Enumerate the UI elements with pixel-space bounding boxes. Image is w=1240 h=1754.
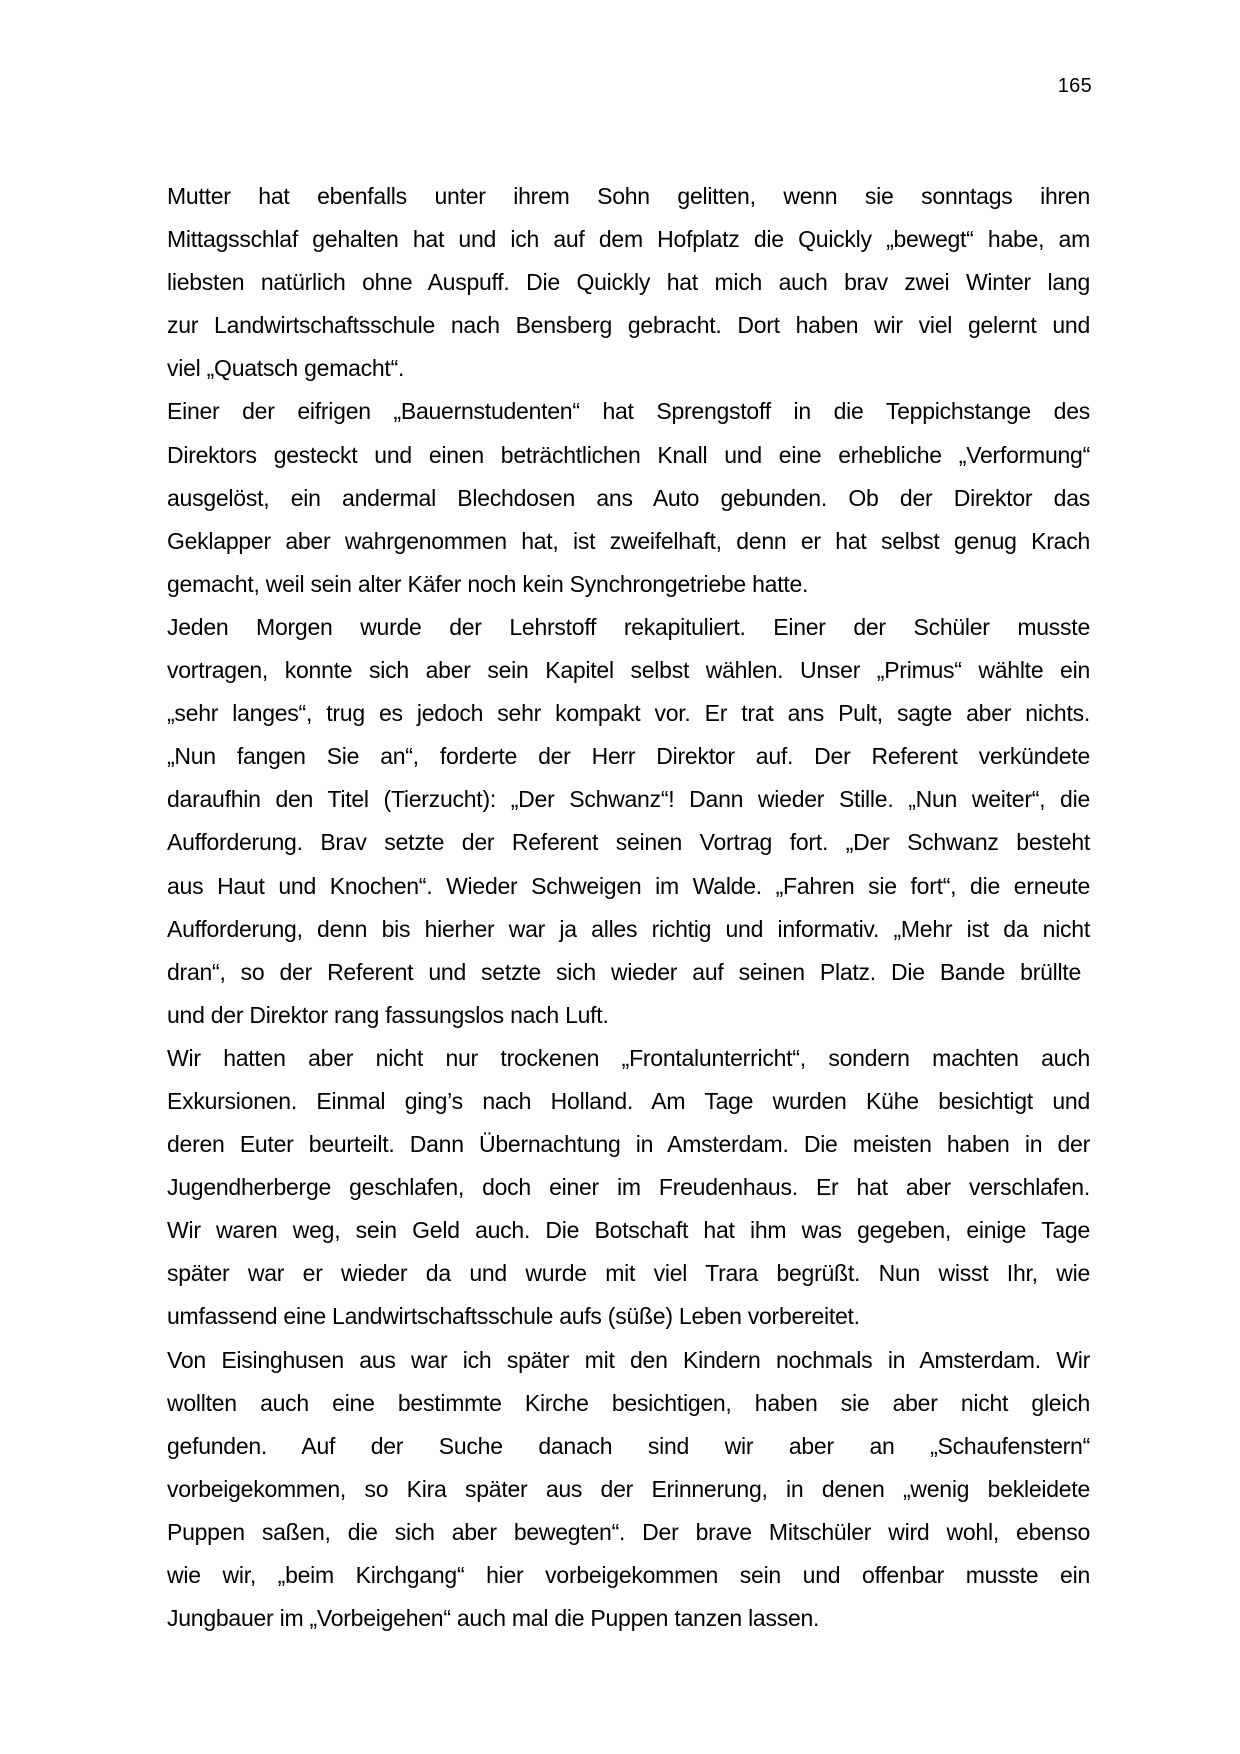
body-text: [167, 175, 1090, 1640]
text-line: Jungbauer im „Vorbeigehen“ auch mal die Puppen tanzen lassen.: [167, 1605, 820, 1632]
text-line: Direktors gesteckt und einen beträchtlichen Knall und eine erhebliche „Verformung“: [167, 441, 1090, 468]
text-line: Exkursionen. Einmal ging’s nach Holland. Am Tage wurden Kühe besichtigt und: [167, 1087, 1090, 1114]
text-line: Wir hatten aber nicht nur trockenen „Frontalunterricht“, sondern machten auch: [167, 1044, 1090, 1071]
paragraph-5: [167, 1339, 1090, 1641]
text-line: Geklapper aber wahrgenommen hat, ist zweifelhaft, denn er hat selbst genug Krach: [167, 527, 1090, 554]
text-line: Aufforderung, denn bis hierher war ja alles richtig und informativ. „Mehr ist da nicht: [167, 915, 1090, 942]
paragraph-2: [167, 390, 1090, 605]
text-line: deren Euter beurteilt. Dann Übernachtung in Amsterdam. Die meisten haben in der: [167, 1131, 1090, 1158]
text-line: wollten auch eine bestimmte Kirche besichtigen, haben sie aber nicht gleich: [167, 1389, 1090, 1416]
text-line: „sehr langes“, trug es jedoch sehr kompakt vor. Er trat ans Pult, sagte aber nichts.: [167, 700, 1090, 727]
paragraph-4: [167, 1037, 1090, 1339]
text-line: Puppen saßen, die sich aber bewegten“. Der brave Mitschüler wird wohl, ebenso: [167, 1518, 1090, 1545]
text-line: vortragen, konnte sich aber sein Kapitel selbst wählen. Unser „Primus“ wählte ein: [167, 657, 1090, 684]
paragraph-3: [167, 606, 1090, 1037]
text-line: dran“, so der Referent und setzte sich wieder auf seinen Platz. Die Bande brüllte: [167, 958, 1082, 985]
text-line: liebsten natürlich ohne Auspuff. Die Quickly hat mich auch brav zwei Winter lang: [167, 269, 1090, 296]
text-line: Aufforderung. Brav setzte der Referent seinen Vortrag fort. „Der Schwanz besteht: [167, 829, 1090, 856]
text-line: aus Haut und Knochen“. Wieder Schweigen im Walde. „Fahren sie fort“, die erneute: [167, 872, 1090, 899]
text-line: Jeden Morgen wurde der Lehrstoff rekapituliert. Einer der Schüler musste: [167, 613, 1090, 640]
text-line: Mutter hat ebenfalls unter ihrem Sohn gelitten, wenn sie sonntags ihren: [167, 183, 1090, 209]
text-line: vorbeigekommen, so Kira später aus der Erinnerung, in denen „wenig bekleidete: [167, 1475, 1090, 1502]
text-line: und der Direktor rang fassungslos nach Luft.: [167, 1001, 609, 1028]
text-line: später war er wieder da und wurde mit viel Trara begrüßt. Nun wisst Ihr, wie: [167, 1260, 1090, 1287]
text-line: Mittagsschlaf gehalten hat und ich auf dem Hofplatz die Quickly „bewegt“ habe, am: [167, 226, 1090, 253]
text-line: zur Landwirtschaftsschule nach Bensberg gebracht. Dort haben wir viel gelernt und: [167, 312, 1090, 339]
text-line: umfassend eine Landwirtschaftsschule aufs (süße) Leben vorbereitet.: [167, 1303, 860, 1330]
text-line: „Nun fangen Sie an“, forderte der Herr Direktor auf. Der Referent verkündete: [167, 743, 1090, 770]
text-line: Wir waren weg, sein Geld auch. Die Botschaft hat ihm was gegeben, einige Tage: [167, 1217, 1090, 1244]
text-line: wie wir, „beim Kirchgang“ hier vorbeigekommen sein und offenbar musste ein: [167, 1562, 1090, 1588]
text-line: Von Eisinghusen aus war ich später mit den Kindern nochmals in Amsterdam. Wir: [167, 1346, 1090, 1373]
text-line: ausgelöst, ein andermal Blechdosen ans Auto gebunden. Ob der Direktor das: [167, 484, 1090, 511]
text-line: Jugendherberge geschlafen, doch einer im Freudenhaus. Er hat aber verschlafen.: [167, 1174, 1090, 1201]
text-line: gefunden. Auf der Suche danach sind wir aber an „Schaufenstern“: [167, 1432, 1090, 1459]
page-number: 165: [1057, 75, 1092, 97]
text-line: viel „Quatsch gemacht“.: [167, 355, 405, 382]
text-line: gemacht, weil sein alter Käfer noch kein Synchrongetriebe hatte.: [167, 570, 809, 597]
text-line: Einer der eifrigen „Bauernstudenten“ hat Sprengstoff in die Teppichstange des: [167, 398, 1090, 425]
text-line: daraufhin den Titel (Tierzucht): „Der Schwanz“! Dann wieder Stille. „Nun weiter“, die: [167, 786, 1090, 813]
paragraph-1: [167, 175, 1090, 390]
